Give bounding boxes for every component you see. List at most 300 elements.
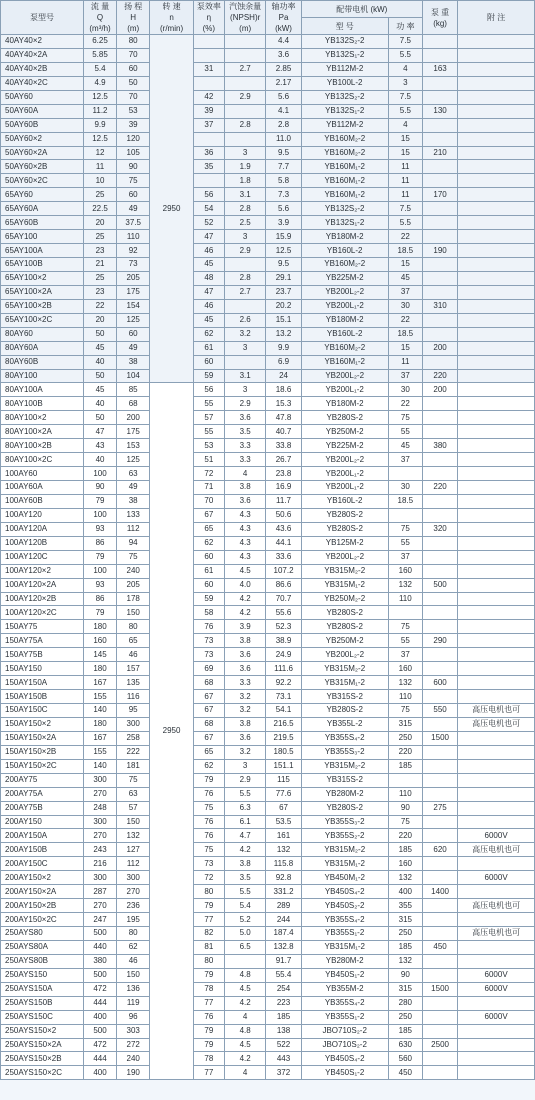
efficiency-cell: 71: [193, 481, 224, 495]
weight-cell: 620: [422, 843, 457, 857]
model-cell: 250AYS150: [1, 968, 84, 982]
weight-cell: [422, 285, 457, 299]
weight-cell: 200: [422, 383, 457, 397]
flow-cell: 180: [83, 620, 116, 634]
motor-power-cell: 160: [388, 857, 422, 871]
notes-cell: [458, 174, 535, 188]
flow-cell: 86: [83, 536, 116, 550]
head-cell: 205: [117, 271, 150, 285]
head-cell: 70: [117, 48, 150, 62]
head-cell: 125: [117, 453, 150, 467]
efficiency-cell: 59: [193, 369, 224, 383]
model-cell: 150AY75B: [1, 648, 84, 662]
col-npsh-sym: (NPSH)r: [230, 13, 261, 22]
npsh-cell: 4.8: [224, 1024, 265, 1038]
table-row: [1, 606, 535, 620]
weight-cell: [422, 536, 457, 550]
power-cell: 115.8: [266, 857, 301, 871]
head-cell: 57: [117, 801, 150, 815]
flow-cell: 50: [83, 411, 116, 425]
power-cell: 33.6: [266, 550, 301, 564]
notes-cell: 高压电机也可: [458, 717, 535, 731]
head-cell: 46: [117, 954, 150, 968]
head-cell: 112: [117, 522, 150, 536]
power-cell: 187.4: [266, 927, 301, 941]
power-cell: 111.6: [266, 662, 301, 676]
flow-cell: 248: [83, 801, 116, 815]
motor-power-cell: 15: [388, 132, 422, 146]
notes-cell: [458, 48, 535, 62]
model-cell: 50AY60×2A: [1, 146, 84, 160]
notes-cell: [458, 481, 535, 495]
motor-model-cell: YB315M₂-2: [301, 662, 388, 676]
npsh-cell: 4.8: [224, 968, 265, 982]
table-row: [1, 397, 535, 411]
col-speed-header: [150, 1, 194, 35]
notes-cell: [458, 425, 535, 439]
col-eff-header: [193, 1, 224, 35]
model-cell: 200AY75A: [1, 787, 84, 801]
motor-model-cell: YB280S-2: [301, 620, 388, 634]
model-cell: 65AY100×2A: [1, 285, 84, 299]
model-cell: 100AY120×2C: [1, 606, 84, 620]
motor-power-cell: 75: [388, 704, 422, 718]
weight-cell: [422, 411, 457, 425]
npsh-cell: [224, 48, 265, 62]
efficiency-cell: 45: [193, 313, 224, 327]
table-row: [1, 299, 535, 313]
table-row: [1, 968, 535, 982]
motor-power-cell: 55: [388, 425, 422, 439]
motor-model-cell: YB160M₁-2: [301, 174, 388, 188]
notes-cell: [458, 536, 535, 550]
model-cell: 250AYS150×2B: [1, 1052, 84, 1066]
power-cell: 73.1: [266, 690, 301, 704]
efficiency-cell: 79: [193, 1024, 224, 1038]
power-cell: 107.2: [266, 564, 301, 578]
table-row: [1, 662, 535, 676]
efficiency-cell: 59: [193, 592, 224, 606]
notes-cell: [458, 578, 535, 592]
flow-cell: 45: [83, 341, 116, 355]
flow-cell: 247: [83, 913, 116, 927]
head-cell: 236: [117, 899, 150, 913]
motor-model-cell: YB160M₂-2: [301, 258, 388, 272]
model-cell: 150AY150×2: [1, 717, 84, 731]
model-cell: 65AY100: [1, 230, 84, 244]
head-cell: 75: [117, 550, 150, 564]
notes-cell: [458, 550, 535, 564]
flow-cell: 380: [83, 954, 116, 968]
power-cell: 7.7: [266, 160, 301, 174]
model-cell: 100AY120×2: [1, 564, 84, 578]
flow-cell: 140: [83, 704, 116, 718]
notes-cell: 6000V: [458, 968, 535, 982]
flow-cell: 93: [83, 578, 116, 592]
flow-cell: 25: [83, 188, 116, 202]
col-power-unit: (kW): [275, 24, 292, 33]
table-row: [1, 90, 535, 104]
table-row: [1, 759, 535, 773]
model-cell: 65AY100A: [1, 244, 84, 258]
motor-model-cell: YB355S₁-2: [301, 927, 388, 941]
power-cell: 38.9: [266, 634, 301, 648]
motor-power-cell: 280: [388, 996, 422, 1010]
model-cell: 250AYS150×2A: [1, 1038, 84, 1052]
table-row: [1, 285, 535, 299]
flow-cell: 40: [83, 355, 116, 369]
weight-cell: [422, 202, 457, 216]
efficiency-cell: 48: [193, 271, 224, 285]
flow-cell: 400: [83, 1066, 116, 1080]
model-cell: 50AY60×2: [1, 132, 84, 146]
motor-model-cell: YB280S-2: [301, 508, 388, 522]
model-cell: 250AYS150×2: [1, 1024, 84, 1038]
efficiency-cell: 76: [193, 829, 224, 843]
head-cell: 75: [117, 174, 150, 188]
model-cell: 100AY60B: [1, 494, 84, 508]
notes-cell: [458, 146, 535, 160]
motor-model-cell: YB315M₁-2: [301, 578, 388, 592]
efficiency-cell: 65: [193, 745, 224, 759]
npsh-cell: 2.6: [224, 313, 265, 327]
motor-model-cell: YB225M-2: [301, 271, 388, 285]
efficiency-cell: 46: [193, 244, 224, 258]
motor-power-cell: 110: [388, 787, 422, 801]
model-cell: 100AY120C: [1, 550, 84, 564]
efficiency-cell: 60: [193, 355, 224, 369]
motor-power-cell: 11: [388, 355, 422, 369]
notes-cell: [458, 787, 535, 801]
motor-model-cell: YB355S₃-2: [301, 815, 388, 829]
table-row: [1, 132, 535, 146]
motor-power-cell: 55: [388, 536, 422, 550]
power-cell: 443: [266, 1052, 301, 1066]
notes-cell: [458, 383, 535, 397]
head-cell: 112: [117, 857, 150, 871]
npsh-cell: 3.2: [224, 690, 265, 704]
motor-power-cell: 18.5: [388, 244, 422, 258]
head-cell: 68: [117, 397, 150, 411]
head-cell: 90: [117, 160, 150, 174]
flow-cell: 216: [83, 857, 116, 871]
weight-cell: [422, 787, 457, 801]
col-motor-model-label: 型 号: [335, 21, 354, 31]
weight-cell: [422, 216, 457, 230]
table-row: [1, 815, 535, 829]
motor-model-cell: YB132S₂-2: [301, 90, 388, 104]
model-cell: 80AY100A: [1, 383, 84, 397]
npsh-cell: 4.7: [224, 829, 265, 843]
flow-cell: 47: [83, 425, 116, 439]
power-cell: 13.2: [266, 327, 301, 341]
weight-cell: [422, 620, 457, 634]
motor-model-cell: YB200L₁-2: [301, 467, 388, 481]
notes-cell: 6000V: [458, 829, 535, 843]
col-npsh-label: 汽蚀余量: [229, 2, 262, 11]
motor-power-cell: 5.5: [388, 48, 422, 62]
motor-power-cell: 7.5: [388, 202, 422, 216]
table-row: [1, 676, 535, 690]
table-row: [1, 899, 535, 913]
table-row: [1, 1038, 535, 1052]
model-cell: 100AY120×2B: [1, 592, 84, 606]
npsh-cell: 3: [224, 759, 265, 773]
weight-cell: [422, 258, 457, 272]
table-row: [1, 704, 535, 718]
npsh-cell: 3.5: [224, 871, 265, 885]
col-model-header: [1, 1, 84, 35]
motor-power-cell: 450: [388, 1066, 422, 1080]
head-cell: 270: [117, 885, 150, 899]
flow-cell: 100: [83, 508, 116, 522]
flow-cell: 93: [83, 522, 116, 536]
notes-cell: [458, 857, 535, 871]
flow-cell: 40: [83, 397, 116, 411]
model-cell: 50AY60A: [1, 104, 84, 118]
efficiency-cell: 77: [193, 996, 224, 1010]
npsh-cell: 1.9: [224, 160, 265, 174]
head-cell: 73: [117, 258, 150, 272]
speed-cell: 2950: [150, 35, 194, 383]
head-cell: 60: [117, 327, 150, 341]
flow-cell: 100: [83, 467, 116, 481]
table-row: [1, 146, 535, 160]
table-row: [1, 481, 535, 495]
power-cell: 55.6: [266, 606, 301, 620]
model-cell: 65AY100B: [1, 258, 84, 272]
motor-power-cell: 75: [388, 620, 422, 634]
flow-cell: 140: [83, 759, 116, 773]
efficiency-cell: 55: [193, 397, 224, 411]
motor-model-cell: YB450S₁-2: [301, 1066, 388, 1080]
head-cell: 80: [117, 35, 150, 49]
head-cell: 125: [117, 313, 150, 327]
notes-cell: 高压电机也可: [458, 843, 535, 857]
model-cell: 200AY150: [1, 815, 84, 829]
table-row: [1, 258, 535, 272]
efficiency-cell: 72: [193, 467, 224, 481]
motor-model-cell: YB450M₁-2: [301, 871, 388, 885]
flow-cell: 300: [83, 815, 116, 829]
weight-cell: [422, 230, 457, 244]
npsh-cell: 3.8: [224, 634, 265, 648]
weight-cell: [422, 327, 457, 341]
motor-power-cell: 90: [388, 968, 422, 982]
col-model-label: 泵型号: [29, 13, 54, 22]
efficiency-cell: 31: [193, 62, 224, 76]
flow-cell: 155: [83, 745, 116, 759]
head-cell: 80: [117, 620, 150, 634]
table-row: [1, 745, 535, 759]
motor-power-cell: 22: [388, 230, 422, 244]
efficiency-cell: 79: [193, 773, 224, 787]
notes-cell: [458, 1052, 535, 1066]
motor-power-cell: [388, 467, 422, 481]
motor-model-cell: YB112M-2: [301, 62, 388, 76]
power-cell: 6.9: [266, 355, 301, 369]
weight-cell: 320: [422, 522, 457, 536]
col-notes-label: 附 注: [486, 13, 506, 22]
efficiency-cell: 76: [193, 1010, 224, 1024]
notes-cell: [458, 327, 535, 341]
efficiency-cell: [193, 35, 224, 49]
power-cell: 24: [266, 369, 301, 383]
efficiency-cell: 61: [193, 341, 224, 355]
npsh-cell: 5.4: [224, 899, 265, 913]
motor-power-cell: [388, 773, 422, 787]
power-cell: 77.6: [266, 787, 301, 801]
npsh-cell: 4.3: [224, 522, 265, 536]
npsh-cell: [224, 35, 265, 49]
weight-cell: 450: [422, 940, 457, 954]
notes-cell: [458, 467, 535, 481]
efficiency-cell: 73: [193, 857, 224, 871]
model-cell: 200AY150×2A: [1, 885, 84, 899]
model-cell: 40AY40×2B: [1, 62, 84, 76]
npsh-cell: 4.3: [224, 508, 265, 522]
motor-power-cell: 90: [388, 801, 422, 815]
efficiency-cell: 56: [193, 383, 224, 397]
motor-model-cell: JBO710S₂-2: [301, 1038, 388, 1052]
efficiency-cell: 61: [193, 564, 224, 578]
motor-power-cell: 4: [388, 118, 422, 132]
head-cell: 94: [117, 536, 150, 550]
power-cell: 4.1: [266, 104, 301, 118]
npsh-cell: 4: [224, 1010, 265, 1024]
notes-cell: [458, 230, 535, 244]
flow-cell: 472: [83, 982, 116, 996]
col-motor-model-header: [301, 18, 388, 35]
efficiency-cell: 68: [193, 717, 224, 731]
table-row: [1, 578, 535, 592]
model-cell: 100AY120A: [1, 522, 84, 536]
model-cell: 80AY100×2B: [1, 439, 84, 453]
power-cell: 331.2: [266, 885, 301, 899]
head-cell: 240: [117, 564, 150, 578]
efficiency-cell: 67: [193, 704, 224, 718]
efficiency-cell: 70: [193, 494, 224, 508]
notes-cell: [458, 1024, 535, 1038]
table-row: [1, 801, 535, 815]
power-cell: 9.5: [266, 146, 301, 160]
table-row: [1, 383, 535, 397]
notes-cell: 高压电机也可: [458, 899, 535, 913]
weight-cell: [422, 132, 457, 146]
model-cell: 80AY100×2A: [1, 425, 84, 439]
motor-power-cell: 7.5: [388, 35, 422, 49]
head-cell: 60: [117, 188, 150, 202]
npsh-cell: 2.5: [224, 216, 265, 230]
npsh-cell: 2.9: [224, 397, 265, 411]
motor-power-cell: 315: [388, 982, 422, 996]
notes-cell: [458, 954, 535, 968]
npsh-cell: 3: [224, 341, 265, 355]
weight-cell: 220: [422, 481, 457, 495]
flow-cell: 23: [83, 244, 116, 258]
head-cell: 132: [117, 829, 150, 843]
motor-power-cell: 185: [388, 843, 422, 857]
table-row: [1, 174, 535, 188]
motor-model-cell: YB180M-2: [301, 313, 388, 327]
motor-power-cell: 11: [388, 160, 422, 174]
power-cell: 9.5: [266, 258, 301, 272]
efficiency-cell: 68: [193, 676, 224, 690]
npsh-cell: [224, 132, 265, 146]
table-row: [1, 467, 535, 481]
model-cell: 250AYS80: [1, 927, 84, 941]
npsh-cell: 5.5: [224, 885, 265, 899]
power-cell: 289: [266, 899, 301, 913]
power-cell: 54.1: [266, 704, 301, 718]
npsh-cell: 5.2: [224, 913, 265, 927]
table-row: [1, 522, 535, 536]
weight-cell: [422, 829, 457, 843]
power-cell: 5.6: [266, 90, 301, 104]
npsh-cell: 4.2: [224, 606, 265, 620]
head-cell: 60: [117, 62, 150, 76]
efficiency-cell: 78: [193, 982, 224, 996]
npsh-cell: 3.6: [224, 494, 265, 508]
motor-power-cell: 250: [388, 1010, 422, 1024]
table-row: [1, 773, 535, 787]
model-cell: 40AY40×2A: [1, 48, 84, 62]
model-cell: 150AY150×2A: [1, 731, 84, 745]
weight-cell: [422, 927, 457, 941]
notes-cell: [458, 592, 535, 606]
motor-model-cell: YB132S₁-2: [301, 216, 388, 230]
notes-cell: 6000V: [458, 871, 535, 885]
motor-model-cell: YB315S-2: [301, 690, 388, 704]
motor-power-cell: 30: [388, 481, 422, 495]
notes-cell: 6000V: [458, 982, 535, 996]
motor-power-cell: 185: [388, 1024, 422, 1038]
head-cell: 65: [117, 634, 150, 648]
power-cell: 244: [266, 913, 301, 927]
motor-model-cell: YB160M₂-2: [301, 132, 388, 146]
motor-model-cell: YB280S-2: [301, 411, 388, 425]
motor-model-cell: YB160M₁-2: [301, 188, 388, 202]
weight-cell: [422, 857, 457, 871]
motor-power-cell: 18.5: [388, 494, 422, 508]
motor-power-cell: 160: [388, 564, 422, 578]
npsh-cell: 3.2: [224, 704, 265, 718]
table-row: [1, 508, 535, 522]
weight-cell: [422, 662, 457, 676]
power-cell: 254: [266, 982, 301, 996]
table-row: [1, 411, 535, 425]
notes-cell: [458, 522, 535, 536]
motor-power-cell: 315: [388, 913, 422, 927]
head-cell: 50: [117, 76, 150, 90]
flow-cell: 79: [83, 494, 116, 508]
motor-model-cell: YB450S₄-2: [301, 1052, 388, 1066]
model-cell: 100AY120: [1, 508, 84, 522]
motor-power-cell: 3: [388, 76, 422, 90]
notes-cell: [458, 271, 535, 285]
efficiency-cell: 67: [193, 690, 224, 704]
head-cell: 49: [117, 202, 150, 216]
weight-cell: [422, 48, 457, 62]
motor-power-cell: 75: [388, 815, 422, 829]
weight-cell: 550: [422, 704, 457, 718]
weight-cell: 2500: [422, 1038, 457, 1052]
head-cell: 70: [117, 90, 150, 104]
flow-cell: 500: [83, 927, 116, 941]
weight-cell: 290: [422, 634, 457, 648]
motor-model-cell: YB200L₁-2: [301, 299, 388, 313]
table-row: [1, 202, 535, 216]
